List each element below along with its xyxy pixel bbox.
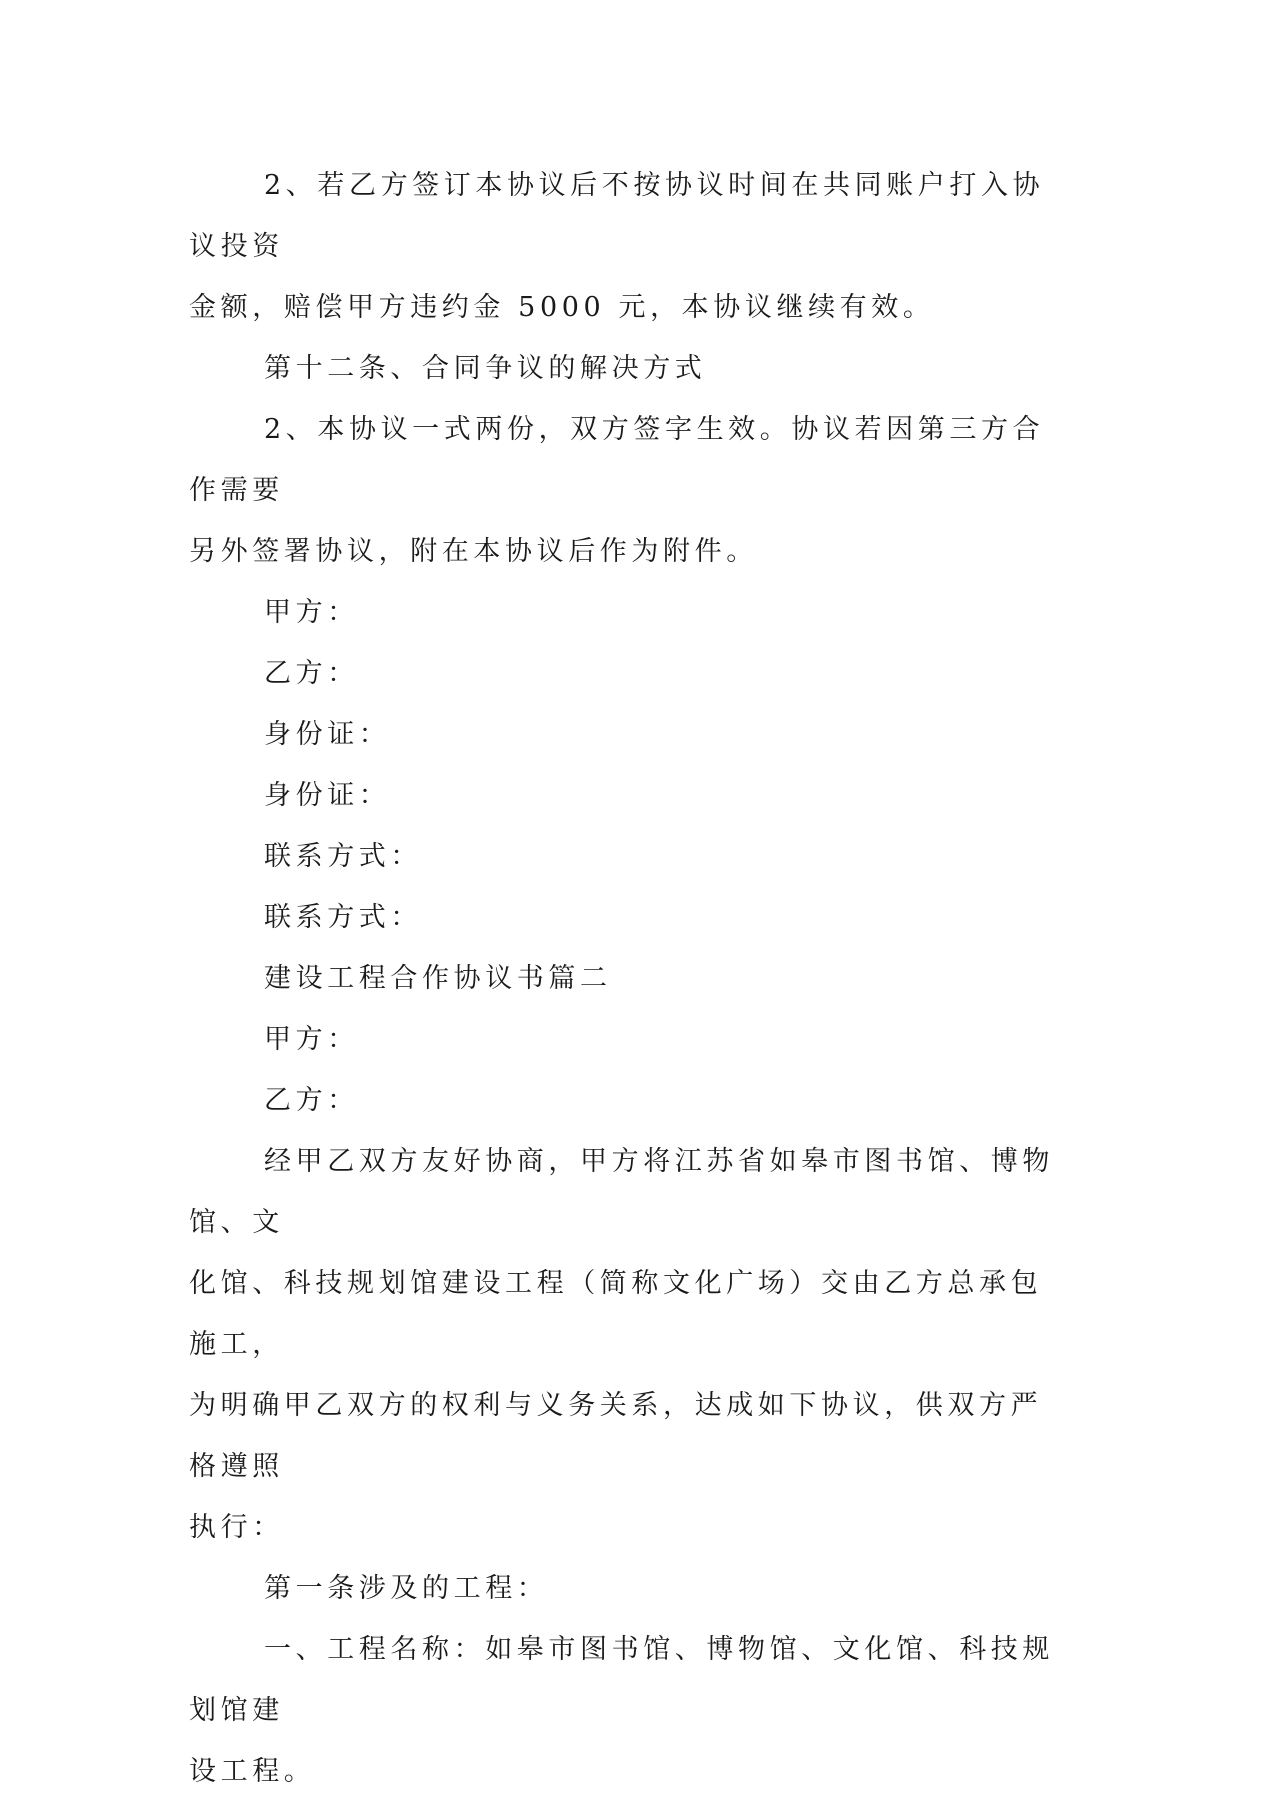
text-line: 另外签署协议，附在本协议后作为附件。 [189, 536, 758, 567]
text-line: 身份证： [264, 780, 391, 811]
document-body [189, 155, 1069, 1802]
text-line: 设工程。 [189, 1756, 316, 1787]
text-line: 执行： [189, 1512, 284, 1543]
text-line: 身份证： [264, 719, 391, 750]
text-line: 为明确甲乙双方的权利与义务关系，达成如下协议，供双方严格遵照 [189, 1390, 1043, 1482]
text-line: 建设工程合作协议书篇二 [264, 963, 612, 994]
text-line: 联系方式： [264, 841, 422, 872]
section-title [189, 948, 1069, 1009]
text-line: 一、工程名称：如皋市图书馆、博物馆、文化馆、科技规划馆建 [189, 1634, 1054, 1726]
party-b-label-2 [189, 1070, 1069, 1131]
paragraph-penalty-clause [189, 155, 1069, 338]
party-b-label [189, 643, 1069, 704]
article-heading-project [189, 1558, 1069, 1619]
text-line: 甲方： [264, 1024, 359, 1055]
id-card-label-b [189, 765, 1069, 826]
paragraph-copies-clause [189, 399, 1069, 582]
party-a-label-2 [189, 1009, 1069, 1070]
text-line: 甲方： [264, 597, 359, 628]
text-line: 2、若乙方签订本协议后不按协议时间在共同账户打入协议投资 [189, 170, 1045, 262]
paragraph-preamble [189, 1131, 1069, 1558]
text-line: 乙方： [264, 1085, 359, 1116]
text-line: 经甲乙双方友好协商，甲方将江苏省如皋市图书馆、博物馆、文 [189, 1146, 1054, 1238]
paragraph-project-name [189, 1619, 1069, 1802]
text-line: 2、本协议一式两份，双方签字生效。协议若因第三方合作需要 [189, 414, 1045, 506]
text-line: 乙方： [264, 658, 359, 689]
text-line: 第十二条、合同争议的解决方式 [264, 353, 707, 384]
party-a-label [189, 582, 1069, 643]
text-line: 联系方式： [264, 902, 422, 933]
id-card-label-a [189, 704, 1069, 765]
article-heading-dispute [189, 338, 1069, 399]
text-line: 金额，赔偿甲方违约金 5000 元，本协议继续有效。 [189, 292, 935, 323]
text-line: 第一条涉及的工程： [264, 1573, 549, 1604]
contact-label-b [189, 887, 1069, 948]
text-line: 化馆、科技规划馆建设工程（简称文化广场）交由乙方总承包施工， [189, 1268, 1043, 1360]
contact-label-a [189, 826, 1069, 887]
